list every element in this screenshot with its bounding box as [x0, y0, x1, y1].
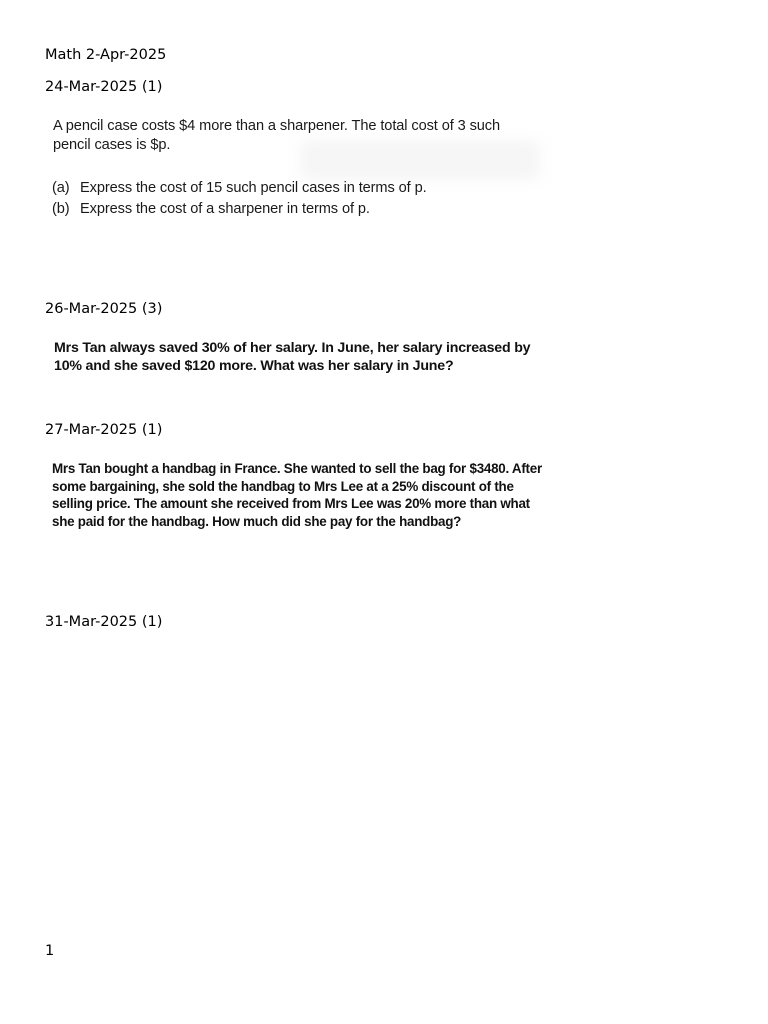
part-text: Express the cost of a sharpener in terms of p. [80, 201, 370, 217]
part-label: (a) [52, 180, 70, 196]
question-line: Mrs Tan always saved 30% of her salary. In June, her salary increased by [54, 340, 531, 356]
question-line: pencil cases is $p. [53, 137, 171, 153]
question-line: selling price. The amount she received from Mrs Lee was 20% more than what [52, 496, 530, 511]
question-line: Mrs Tan bought a handbag in France. She wanted to sell the bag for $3480. After [52, 461, 542, 476]
question-part-b [52, 201, 370, 217]
question-line: A pencil case costs $4 more than a sharpener. The total cost of 3 such [53, 118, 501, 134]
question-part-a [52, 180, 427, 196]
page-number: 1 [45, 943, 55, 959]
section-date-4: 31-Mar-2025 (1) [45, 614, 163, 630]
question-line: 10% and she saved $120 more. What was her salary in June? [54, 358, 454, 374]
document-title: Math 2-Apr-2025 [45, 47, 167, 63]
question-line: she paid for the handbag. How much did she pay for the handbag? [52, 514, 462, 529]
part-text: Express the cost of 15 such pencil cases in terms of p. [80, 180, 427, 196]
scan-smudge [300, 140, 540, 180]
section-date-2: 26-Mar-2025 (3) [45, 301, 163, 317]
question-line: some bargaining, she sold the handbag to Mrs Lee at a 25% discount of the [52, 479, 514, 494]
part-label: (b) [52, 201, 70, 217]
section-date-3: 27-Mar-2025 (1) [45, 422, 163, 438]
section-date-1: 24-Mar-2025 (1) [45, 79, 163, 95]
